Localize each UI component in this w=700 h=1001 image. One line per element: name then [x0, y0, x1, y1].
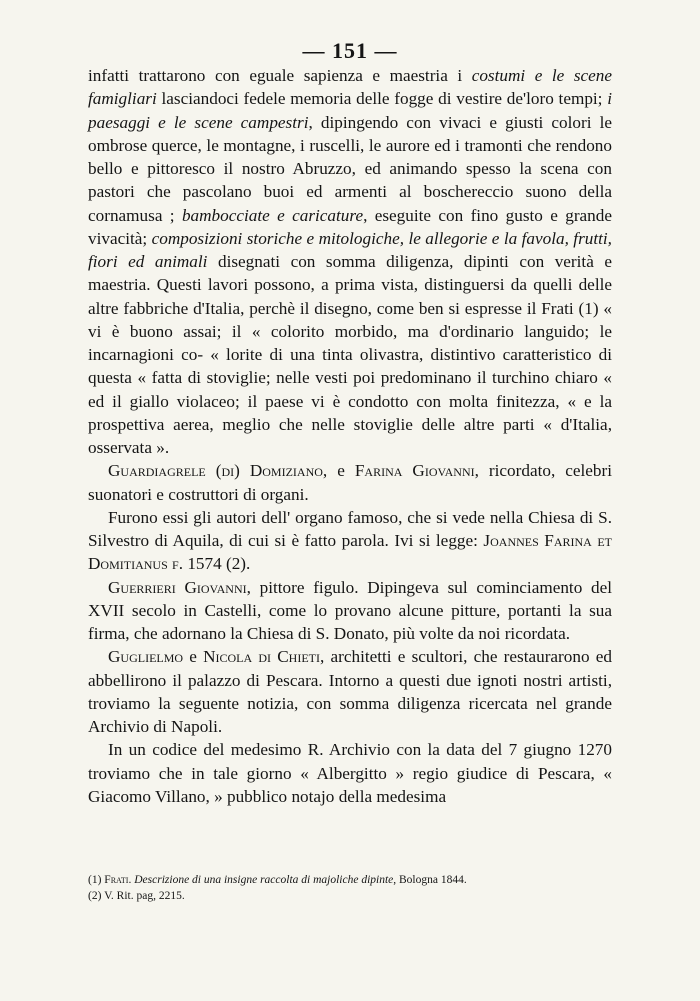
italic-text: bambocciate e caricature — [181, 205, 364, 225]
italic-text: composizioni storiche e mitologiche, le allegorie e la favola, frutti, fiori ed animali — [88, 228, 612, 271]
text-segment: , pittore figulo. Dipingeva sul cominciamento del XVII secolo in Castelli, come lo provano alcune pitture, portanti la sua firma, che adornano la Chiesa di S. Donato, più volte da noi ricordata. — [88, 577, 612, 643]
text-segment: , eseguite con fino gusto e grande vivacità; — [88, 205, 612, 248]
text-segment: , e — [322, 461, 355, 481]
paragraph — [88, 576, 612, 646]
small-caps-name: Joannes Farina et Domitianus f. — [88, 531, 613, 574]
italic-text: costumi e le scene famigliari — [88, 66, 612, 109]
text-segment: , dipingendo con vivaci e giusti colori le ombrose querce, le montagne, i ruscelli, le aurore ed i tramonti che rendono bello e pittoresco il nostro Abruzzo, ed animando spesso la scena con pastori che pascolano buoi ed armenti al boschereccio suono della cornamusa ; — [88, 112, 612, 225]
paragraph — [88, 645, 612, 738]
text-segment: Furono essi gli autori dell' organo famoso, che si vede nella Chiesa di S. Silvestro di Aquila, di cui si è fatto parola. Ivi si legge: — [88, 507, 612, 550]
footnotes — [88, 872, 612, 904]
text-segment: In un codice del medesimo R. Archivio con la data del 7 giugno 1270 troviamo che in tale giorno « Albergitto » regio giudice di Pescara, « Giacomo Villano, » pubblico notajo della medesima — [88, 740, 612, 806]
italic-text: i paesaggi e le scene campestri — [88, 89, 612, 132]
small-caps-name: Guglielmo — [108, 647, 184, 667]
text-segment: lasciandoci fedele memoria delle fogge di vestire de'loro tempi; — [156, 89, 608, 109]
paragraph — [88, 738, 612, 808]
paragraph — [88, 64, 612, 459]
small-caps-name: Guerrieri Giovanni — [108, 577, 247, 597]
footnote — [88, 872, 612, 888]
small-caps-name: Farina Giovanni — [354, 461, 475, 481]
paragraph — [88, 459, 612, 506]
text-segment: , Bologna 1844. — [393, 874, 467, 886]
small-caps-name: Nicola di Chieti — [203, 647, 320, 667]
text-segment: e — [183, 647, 204, 667]
text-segment: 1574 (2). — [183, 554, 251, 574]
text-segment: (1) — [88, 874, 105, 886]
text-segment: disegnati con somma diligenza, dipinti con verità e maestria. Questi lavori possono, a prima vista, distinguersi da quelli delle altre fabbriche d'Italia, perchè il disegno, come ben si espresse il Frati (1) « vi è buono assai; il « colorito morbido, ma d'ordinario languido; le incarnagioni co- « lorite di una tinta olivastra, distintivo caratteristico di questa « fatta di stoviglie; nelle vesti poi predominano il turchino chiaro « ed il giallo violaceo; il paese vi è condotto con molta finitezza, « e la prospettiva aerea, meglio che nelle stoviglie delle altre parti « d'Italia, osservata ». — [88, 252, 612, 457]
italic-text: Descrizione di una insigne raccolta di majoliche dipinte — [134, 874, 394, 886]
text-segment: (2) V. Rit. pag, 2215. — [88, 890, 185, 902]
text-segment: infatti trattarono con eguale sapienza e maestria i — [88, 66, 472, 85]
text-segment: , architetti e scultori, che restaurarono ed abbellirono il palazzo di Pescara. Intorno a questi due ignoti nostri artisti, troviamo la seguente notizia, con somma diligenza ricercata nel grande Archivio di Napoli. — [88, 647, 612, 736]
paragraph — [88, 506, 612, 576]
body-text — [88, 64, 612, 808]
page-number: — 151 — — [302, 38, 398, 63]
small-caps-name: Frati. — [104, 874, 132, 886]
small-caps-name: Guardiagrele (di) Domiziano — [108, 461, 323, 481]
text-segment: , ricordato, celebri suonatori e costruttori di organi. — [88, 461, 612, 504]
footnote — [88, 888, 612, 904]
